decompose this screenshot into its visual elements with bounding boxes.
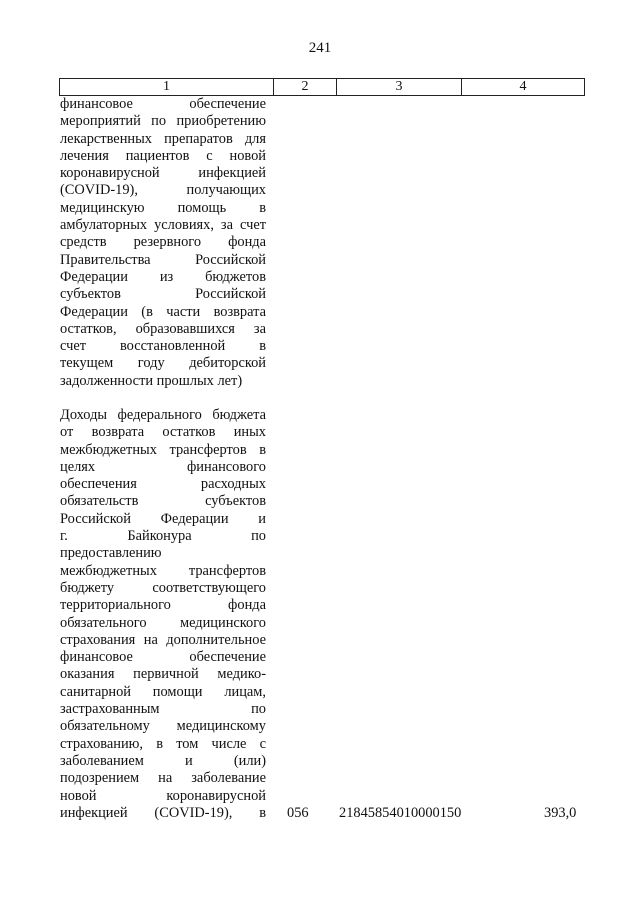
text-line: межбюджетных трансфертов — [60, 562, 266, 579]
amount-value: 393,0 — [544, 805, 577, 821]
page-number: 241 — [308, 40, 332, 56]
text-line: коронавирусной инфекцией — [60, 165, 266, 182]
text-line: Доходы федерального бюджета — [60, 407, 266, 423]
text-line: подозрением на заболевание — [60, 770, 266, 787]
text-line: задолженности прошлых лет) — [60, 372, 243, 389]
text-line: оказания первичной медико- — [60, 666, 266, 683]
text-line: г. Байконура по — [60, 528, 266, 545]
text-line: финансовое обеспечение — [60, 96, 266, 112]
income-description-2 — [60, 407, 266, 822]
text-line: субъектов Российской — [60, 286, 266, 303]
text-line: (COVID-19), получающих — [60, 182, 266, 199]
text-line: территориального фонда — [60, 597, 266, 614]
text-line: амбулаторных условиях, за счет — [60, 217, 266, 234]
text-line: лекарственных препаратов для — [60, 130, 266, 147]
text-line: Федерации из бюджетов — [60, 268, 266, 285]
text-line: новой коронавирусной — [60, 787, 266, 804]
header-col-1: 1 — [60, 79, 274, 95]
text-line: остатков, образовавшихся за — [60, 320, 266, 337]
text-line: медицинскую помощь в — [60, 199, 266, 216]
text-line: средств резервного фонда — [60, 234, 266, 251]
income-description-1 — [60, 96, 266, 390]
text-line: обязательного медицинского — [60, 614, 266, 631]
text-line: обязательному медицинскому — [60, 718, 266, 735]
text-line: обеспечения расходных — [60, 476, 266, 493]
text-line: Федерации (в части возврата — [60, 303, 266, 320]
text-line: обязательств субъектов — [60, 493, 266, 510]
text-line: инфекцией (COVID-19), в — [60, 804, 266, 821]
text-line: лечения пациентов с новой — [60, 147, 266, 164]
text-line: Правительства Российской — [60, 251, 266, 268]
header-col-4: 4 — [519, 79, 527, 94]
admin-code: 056 — [287, 805, 309, 821]
text-line: текущем году дебиторской — [60, 355, 266, 372]
text-line: бюджету соответствующего — [60, 579, 266, 596]
text-line: застрахованным по — [60, 701, 266, 718]
text-line: мероприятий по приобретению — [60, 113, 266, 130]
text-line: предоставлению — [60, 545, 162, 562]
text-line: санитарной помощи лицам, — [60, 683, 266, 700]
text-line: межбюджетных трансфертов в — [60, 441, 266, 458]
text-line: заболеванием и (или) — [60, 752, 266, 769]
text-line: страхованию, в том числе с — [60, 735, 266, 752]
text-line: целях финансового — [60, 458, 266, 475]
text-line: от возврата остатков иных — [60, 424, 266, 441]
text-line: страхования на дополнительное — [60, 631, 266, 648]
text-line: Российской Федерации и — [60, 510, 266, 527]
table-header-row — [59, 78, 585, 96]
header-col-3: 3 — [337, 79, 462, 95]
text-line: счет восстановленной в — [60, 338, 266, 355]
budget-classification-code: 21845854010000150 — [339, 805, 462, 821]
header-col-2: 2 — [274, 79, 337, 95]
text-line: финансовое обеспечение — [60, 649, 266, 666]
